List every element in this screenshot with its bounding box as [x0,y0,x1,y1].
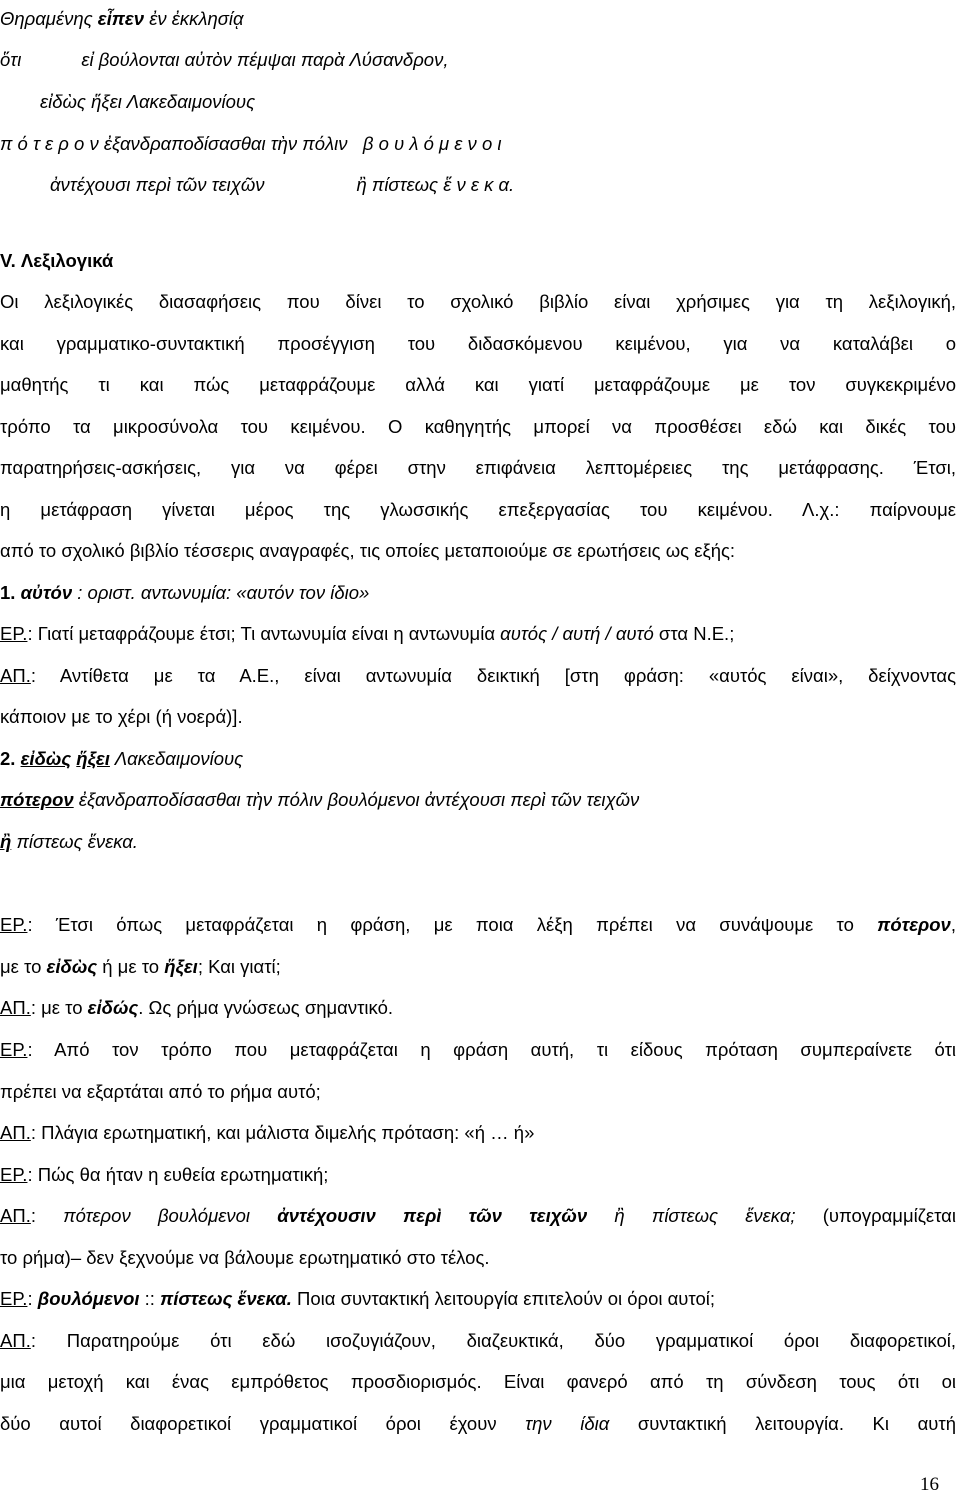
qa-question-1-line-1 [0,913,956,937]
greek-line-4 [0,132,502,156]
item-word: ἢ [0,831,12,852]
question-text: Ποια συντακτική λειτουργία επιτελούν οι όροι αυτοί; [291,1288,716,1309]
item-number: 2. [0,748,16,769]
item-2-line-3 [0,830,138,854]
item-1-answer-line-2: κάποιον με το χέρι (ή νοερά)]. [0,706,243,727]
item-phrase: ἐξανδραποδίσασθαι τὴν πόλιν βουλόμενοι ἀντέχουσι περὶ τῶν τειχῶν [73,789,640,810]
question-bold: ἥξει [164,956,198,977]
item-2-line-2 [0,788,639,812]
page-number: 16 [920,1474,939,1495]
intro-line-6: η μετάφραση γίνεται μέρος της γλωσσικής επεξεργασίας του κειμένου. Λ.χ.: παίρνουμε [0,499,956,520]
question-label: ΕΡ. [0,1164,28,1185]
qa-question-1-line-2 [0,955,281,979]
item-word: πότερον [0,789,74,810]
qa-answer-4-line-3 [0,1412,956,1436]
question-text: ; Και γιατί; [197,956,281,977]
item-gloss: : οριστ. αντωνυμία: «αυτόν τον ίδιο» [72,582,370,603]
question-text: ή με το [97,956,165,977]
answer-label: ΑΠ. [0,665,31,686]
greek-word: ἐν ἐκκλησίᾳ [149,8,244,29]
question-label: ΕΡ. [0,623,28,644]
qa-answer-4-line-2: μια μετοχή και ένας εμπρόθετος προσδιορισμός. Είναι φανερό από τη σύνδεση τους ότι οι [0,1371,956,1392]
answer-text: συντακτική λειτουργία. Κι αυτή [609,1413,957,1434]
qa-question-4 [0,1287,715,1311]
question-label: ΕΡ. [0,1288,28,1309]
answer-label: ΑΠ. [0,1205,31,1226]
item-word: ἥξει [76,748,110,769]
item-2-heading [0,747,243,771]
greek-line-1 [0,7,244,31]
answer-text: : Αντίθετα με τα Α.Ε., είναι αντωνυμία δεικτική [στη φράση: «αυτός είναι», δείχνοντας [30,665,956,686]
qa-answer-2 [0,1121,534,1145]
answer-text: (υπογραμμίζεται [795,1205,956,1226]
answer-bold: εἰδώς [87,997,139,1018]
answer-bold: ἀντέχουσιν περὶ τῶν τειχῶν [277,1205,588,1226]
intro-line-2: και γραμματικο-συντακτική προσέγγιση του διδασκόμενου κειμένου, για να καταλάβει ο [0,333,956,354]
answer-text: το ρήμα) [0,1247,71,1268]
question-bold: πότερον [877,914,951,935]
item-number: 1. [0,582,16,603]
answer-text: : [30,1205,64,1226]
question-bold: εἰδὼς [46,956,98,977]
qa-answer-4-line-1 [0,1329,956,1353]
greek-phrase: ἀντέχουσι περὶ τῶν τειχῶν [50,174,265,195]
greek-word: ἕ ν ε κ α. [443,174,515,195]
greek-word: Θηραμένης [0,8,93,29]
intro-line-7: από το σχολικό βιβλίο τέσσερις αναγραφές, τις οποίες μεταποιούμε σε ερωτήσεις ως εξής: [0,540,736,561]
question-label: ΕΡ. [0,1039,28,1060]
answer-italic: ἢ πίστεως ἕνεκα; [587,1205,796,1226]
question-bold: βουλόμενοι [37,1288,140,1309]
qa-answer-3-line-1 [0,1204,956,1228]
question-bold: πίστεως ἕνεκα. [160,1288,292,1309]
answer-label: ΑΠ. [0,997,31,1018]
answer-text: : Πλάγια ερωτηματική, και μάλιστα διμελής πρόταση: «ή … ή» [30,1122,535,1143]
greek-phrase: εἰ βούλονται αὐτὸν πέμψαι παρὰ Λύσανδρον, [81,49,449,70]
answer-text: δύο αυτοί διαφορετικοί γραμματικοί όροι έχουν [0,1413,526,1434]
answer-text: . Ως ρήμα γνώσεως σημαντικό. [138,997,393,1018]
qa-answer-3-line-2 [0,1246,490,1270]
greek-line-3 [40,90,255,114]
section-heading: V. Λεξιλογικά [0,250,114,271]
intro-line-5: παρατηρήσεις-ασκήσεις, για να φέρει στην επιφάνεια λεπτομέρειες της μετάφρασης. Έτσι, [0,457,956,478]
item-1-question [0,622,734,646]
greek-word: ὅτι [0,49,22,70]
question-text: : Γιατί μεταφράζουμε έτσι; Τι αντωνυμία είναι η αντωνυμία [27,623,501,644]
answer-text: : με το [30,997,88,1018]
greek-word-bold: εἶπεν [97,8,145,29]
qa-question-2-line-2: πρέπει να εξαρτάται από το ρήμα αυτό; [0,1081,321,1102]
question-text: : Πώς θα ήταν η ευθεία ερωτηματική; [27,1164,329,1185]
intro-line-1: Οι λεξιλογικές διασαφήσεις που δίνει το σχολικό βιβλίο είναι χρήσιμες για τη λεξιλογική, [0,291,956,312]
qa-question-2-line-1 [0,1038,956,1062]
question-text: στα Ν.Ε.; [653,623,735,644]
greek-phrase: εἰδὼς ἥξει Λακεδαιμονίους [40,91,256,112]
question-text: : Από τον τρόπο που μεταφράζεται η φράση αυτή, τι είδους πρόταση συμπεραίνετε ότι [27,1039,956,1060]
answer-italic: την ίδια [525,1413,610,1434]
item-1-heading [0,581,369,605]
item-word: αὐτόν [20,582,73,603]
intro-line-4: τρόπο τα μικροσύνολα του κειμένου. Ο καθηγητής μπορεί να προσθέσει εδώ και δικές του [0,416,956,437]
item-word: εἰδὼς [20,748,72,769]
item-phrase: Λακεδαιμονίους [109,748,244,769]
greek-line-2 [0,48,448,72]
greek-line-5 [50,173,514,197]
answer-label: ΑΠ. [0,1122,31,1143]
item-1-answer-line-1 [0,664,956,688]
answer-text: : Παρατηρούμε ότι εδώ ισοζυγιάζουν, διαζευκτικά, δύο γραμματικοί όροι διαφορετικοί, [30,1330,956,1351]
qa-question-3 [0,1163,328,1187]
question-text: : [27,1288,38,1309]
greek-word: β ο υ λ ό μ ε ν ο ι [362,133,502,154]
answer-label: ΑΠ. [0,1330,31,1351]
question-text: , [950,914,956,935]
greek-phrase: ἐξανδραποδίσασθαι τὴν πόλιν [103,133,348,154]
question-text: με το [0,956,47,977]
intro-line-3: μαθητής τι και πώς μεταφράζουμε αλλά και γιατί μεταφράζουμε με τον συγκεκριμένο [0,374,956,395]
question-text: :: [139,1288,161,1309]
item-phrase: πίστεως ἕνεκα. [11,831,138,852]
answer-italic: πότερον βουλόμενοι [63,1205,278,1226]
question-text: : Έτσι όπως μεταφράζεται η φράση, με ποια λέξη πρέπει να συνάψουμε το [27,914,878,935]
answer-text: – δεν ξεχνούμε να βάλουμε ερωτηματικό στο τέλος. [70,1247,490,1268]
qa-answer-1 [0,996,393,1020]
greek-phrase: ἢ πίστεως [356,174,439,195]
question-label: ΕΡ. [0,914,28,935]
greek-word: π ό τ ε ρ ο ν [0,133,99,154]
question-italic: αυτός / αυτή / αυτό [500,623,654,644]
